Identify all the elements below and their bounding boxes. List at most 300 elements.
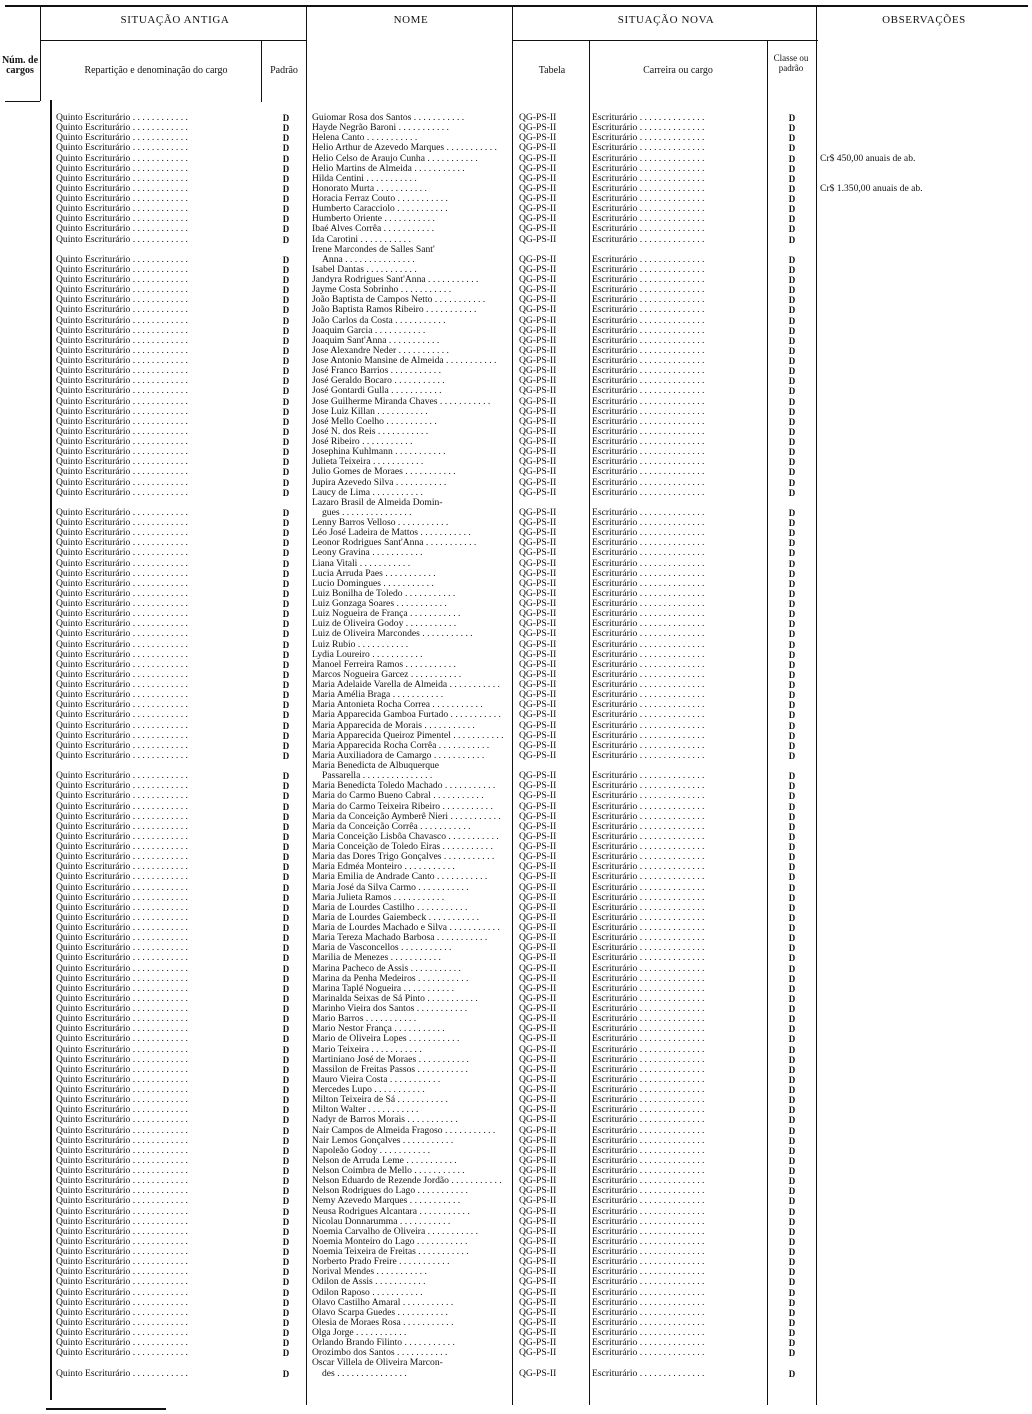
cell-carreira-text: Escriturário: [592, 113, 638, 123]
cell-carreira: Escriturário . . . . . . . . . . . . . .: [592, 1074, 705, 1085]
cell-cargo: Quinto Escriturário . . . . . . . . . . . .: [56, 831, 188, 842]
cell-nome-text: Luiz de Oliveira Godoy: [312, 619, 404, 630]
cell-carreira: Escriturário . . . . . . . . . . . . . .: [592, 1135, 705, 1146]
cell-cargo: Quinto Escriturário . . . . . . . . . . . .: [56, 599, 188, 610]
cell-nome-text: Mario Teixeira: [312, 1044, 369, 1055]
cell-carreira: Escriturário . . . . . . . . . . . . . .: [592, 416, 705, 427]
cell-nome-text: Josephina Kuhlmann: [312, 447, 393, 458]
table-row: [0, 224, 1032, 234]
cell-tabela: [519, 437, 587, 447]
cell-tabela: [519, 619, 587, 629]
cell-nome: Lucio Domingues . . . . . . . . . . .: [312, 578, 434, 589]
cell-tabela: [519, 883, 587, 893]
cell-padrao-text: D: [282, 983, 290, 994]
cell-cargo-text: Quinto Escriturário: [56, 325, 131, 336]
cell-padrao: [276, 1156, 296, 1166]
cell-cargo-text: Quinto Escriturário: [56, 264, 131, 275]
cell-cargo-text: Quinto Escriturário: [56, 578, 131, 589]
cell-padrao-text: D: [282, 1074, 290, 1085]
header-carreira: Carreira ou cargo: [643, 65, 713, 76]
cell-cargo: Quinto Escriturário . . . . . . . . . . . .: [56, 204, 188, 215]
cell-nome-text: Maria das Dores Trigo Gonçalves: [312, 852, 442, 863]
table-row: [0, 1085, 1032, 1095]
cell-carreira: Escriturário . . . . . . . . . . . . . .: [592, 295, 705, 306]
table-row: [0, 1267, 1032, 1277]
table-row: [0, 478, 1032, 488]
cell-classe-text: D: [788, 1004, 796, 1015]
cell-classe: [780, 781, 804, 791]
cell-carreira: Escriturário . . . . . . . . . . . . . .: [592, 1054, 705, 1065]
cell-carreira-text: Escriturário: [592, 1206, 638, 1217]
cell-nome-text: Odilon Raposo: [312, 1287, 370, 1298]
cell-nome: Orozimbo dos Santos . . . . . . . . . . .: [312, 1348, 448, 1359]
cell-tabela: [519, 791, 587, 801]
cell-nome-text: Jose Antonio Mansine de Almeida: [312, 356, 444, 367]
table-row: [0, 933, 1032, 943]
cell-cargo: Quinto Escriturário . . . . . . . . . . . .: [56, 1196, 188, 1207]
cell-cargo: Quinto Escriturário . . . . . . . . . . . .: [56, 892, 188, 903]
table-row: [0, 609, 1032, 619]
cell-carreira-text: Escriturário: [592, 680, 638, 691]
cell-tabela: [519, 113, 587, 123]
cell-tabela-text: QG-PS-II: [519, 194, 557, 204]
cell-nome-text: Orlando Brando Filinto: [312, 1338, 403, 1349]
cell-carreira: Escriturário . . . . . . . . . . . . . .: [592, 376, 705, 387]
cell-classe-text: D: [788, 1054, 796, 1065]
cell-nome-text: Jupira Azevedo Silva: [312, 477, 394, 488]
cell-nome: [312, 1358, 512, 1368]
cell-nome-text: Lydia Loureiro: [312, 649, 370, 660]
cell-cargo: Quinto Escriturário . . . . . . . . . . . .: [56, 487, 188, 498]
cell-classe-text: D: [788, 680, 796, 691]
cell-tabela: [519, 214, 587, 224]
cell-carreira: Escriturário . . . . . . . . . . . . . .: [592, 912, 705, 923]
cell-padrao: [276, 619, 296, 629]
cell-cargo: Quinto Escriturário . . . . . . . . . . . .: [56, 153, 188, 164]
cell-cargo-text: Quinto Escriturário: [56, 1135, 131, 1146]
cell-cargo: Quinto Escriturário . . . . . . . . . . . .: [56, 1236, 188, 1247]
cell-cargo: Quinto Escriturário . . . . . . . . . . . .: [56, 194, 188, 204]
table-row: [0, 1065, 1032, 1075]
cell-cargo-text: Quinto Escriturário: [56, 123, 131, 134]
cell-carreira-text: Escriturário: [592, 1135, 638, 1146]
cell-padrao-text: D: [282, 1145, 290, 1156]
cell-cargo-text: Quinto Escriturário: [56, 1277, 131, 1288]
cell-tabela-text: QG-PS-II: [519, 366, 557, 377]
cell-carreira-text: Escriturário: [592, 518, 638, 529]
cell-tabela: [519, 397, 587, 407]
cell-nome-text: João Baptista Ramos Ribeiro: [312, 305, 424, 316]
cell-padrao: [276, 943, 296, 953]
cell-nome: Ida Carotini . . . . . . . . . . .: [312, 234, 411, 245]
cell-carreira: Escriturário . . . . . . . . . . . . . .: [592, 882, 705, 893]
cell-padrao-text: D: [282, 366, 290, 377]
cell-classe: [780, 548, 804, 558]
cell-nome-text: Maria Auxiliadora de Camargo: [312, 750, 432, 761]
cell-classe-text: D: [788, 1186, 796, 1197]
cell-cargo-text: Quinto Escriturário: [56, 1236, 131, 1247]
cell-tabela-text: QG-PS-II: [519, 973, 557, 984]
cell-padrao-text: D: [282, 264, 290, 275]
cell-padrao: [276, 1308, 296, 1318]
cell-nome: Horacia Ferraz Couto . . . . . . . . . . .: [312, 194, 448, 204]
cell-tabela: [519, 913, 587, 923]
cell-padrao-text: D: [282, 437, 290, 448]
cell-classe: [780, 326, 804, 336]
cell-padrao-text: D: [282, 943, 290, 954]
cell-tabela-text: QG-PS-II: [519, 234, 557, 245]
cell-padrao-text: D: [282, 548, 290, 559]
cell-carreira-text: Escriturário: [592, 568, 638, 579]
cell-carreira: Escriturário . . . . . . . . . . . . . .: [592, 902, 705, 913]
cell-classe-text: D: [788, 1166, 796, 1177]
cell-classe-text: D: [788, 1014, 796, 1025]
cell-carreira: Escriturário . . . . . . . . . . . . . .: [592, 1115, 705, 1126]
cell-carreira-text: Escriturário: [592, 1166, 638, 1177]
cell-tabela-text: QG-PS-II: [519, 1034, 557, 1045]
cell-nome: Liana Vitali . . . . . . . . . . .: [312, 558, 411, 569]
cell-cargo: Quinto Escriturário . . . . . . . . . . . .: [56, 578, 188, 589]
cell-carreira-text: Escriturário: [592, 781, 638, 792]
cell-nome-text: Irene Marcondes de Salles Sant': [312, 244, 435, 255]
cell-classe-text: D: [788, 963, 796, 974]
cell-classe: [780, 1065, 804, 1075]
cell-padrao: [276, 1126, 296, 1136]
table-row: [0, 893, 1032, 903]
cell-cargo-text: Quinto Escriturário: [56, 680, 131, 691]
cell-nome: Hilda Centini . . . . . . . . . . .: [312, 173, 417, 184]
cell-nome-text: Maria Conceição de Toledo Eiras: [312, 842, 441, 853]
cell-padrao-text: D: [282, 771, 290, 782]
cell-classe: [780, 1328, 804, 1338]
cell-nome: Helio Arthur de Azevedo Marques . . . . . . . . . . .: [312, 143, 497, 154]
cell-nome: Neusa Rodrigues Alcantara . . . . . . . . . . .: [312, 1206, 470, 1217]
cell-tabela-text: QG-PS-II: [519, 629, 557, 640]
cell-nome: Maria Edméa Monteiro . . . . . . . . . . .: [312, 862, 455, 873]
cell-carreira-text: Escriturário: [592, 750, 638, 761]
cell-padrao: [276, 407, 296, 417]
cell-carreira: Escriturário . . . . . . . . . . . . . .: [592, 619, 705, 630]
table-row: [0, 579, 1032, 589]
cell-nome-text: Maria Apparecida Rocha Corrêa: [312, 740, 437, 751]
cell-cargo-text: Quinto Escriturário: [56, 1297, 131, 1308]
cell-classe-text: D: [788, 1257, 796, 1268]
table-row: [0, 1075, 1032, 1085]
cell-classe: [780, 751, 804, 761]
cell-carreira-text: Escriturário: [592, 1277, 638, 1288]
cell-classe: [780, 386, 804, 396]
cell-classe-text: D: [788, 801, 796, 812]
cell-cargo-text: Quinto Escriturário: [56, 943, 131, 954]
cell-cargo: Quinto Escriturário . . . . . . . . . . . .: [56, 376, 188, 387]
cell-padrao-text: D: [282, 1176, 290, 1187]
cell-nome: [312, 498, 512, 508]
cell-nome-text: Jose Luiz Killan: [312, 406, 375, 417]
cell-nome: Léo José Ladeira de Mattos . . . . . . . . . . .: [312, 528, 471, 539]
header-tabela: Tabela: [538, 65, 566, 76]
cell-cargo-text: Quinto Escriturário: [56, 1196, 131, 1207]
cell-carreira-text: Escriturário: [592, 730, 638, 741]
table-row: [0, 1257, 1032, 1267]
cell-padrao-text: D: [282, 1277, 290, 1288]
cell-padrao-text: D: [282, 1287, 290, 1298]
cell-padrao: [276, 913, 296, 923]
cell-cargo: Quinto Escriturário . . . . . . . . . . . .: [56, 852, 188, 863]
cell-carreira-text: Escriturário: [592, 862, 638, 873]
cell-cargo-text: Quinto Escriturário: [56, 730, 131, 741]
table-row: [0, 164, 1032, 174]
cell-tabela: [519, 650, 587, 660]
cell-cargo: Quinto Escriturário . . . . . . . . . . . .: [56, 740, 188, 751]
cell-classe: [780, 913, 804, 923]
cell-tabela-text: QG-PS-II: [519, 710, 557, 721]
cell-padrao-text: D: [282, 720, 290, 731]
cell-nome-text: Marina Pacheco de Assis: [312, 963, 409, 974]
cell-carreira-text: Escriturário: [592, 345, 638, 356]
cell-classe-text: D: [788, 204, 796, 215]
cell-nome-text: Noemia Teixeira de Freitas: [312, 1247, 416, 1258]
cell-tabela-text: QG-PS-II: [519, 447, 557, 458]
cell-carreira: Escriturário . . . . . . . . . . . . . .: [592, 862, 705, 873]
cell-padrao-text: D: [282, 285, 290, 296]
cell-nome-text: Olavo Castilho Amaral: [312, 1297, 401, 1308]
cell-tabela: [519, 224, 587, 234]
cell-tabela-text: QG-PS-II: [519, 113, 557, 123]
cell-classe-text: D: [788, 588, 796, 599]
cell-classe-text: D: [788, 264, 796, 275]
cell-tabela-text: QG-PS-II: [519, 335, 557, 346]
cell-padrao: [276, 609, 296, 619]
cell-padrao: [276, 923, 296, 933]
cell-cargo-text: Quinto Escriturário: [56, 1064, 131, 1075]
cell-tabela: [519, 174, 587, 184]
cell-cargo: Quinto Escriturário . . . . . . . . . . . .: [56, 791, 188, 802]
cell-classe-text: D: [788, 1135, 796, 1146]
cell-padrao-text: D: [282, 933, 290, 944]
cell-classe-text: D: [788, 133, 796, 144]
cell-tabela: [519, 407, 587, 417]
cell-carreira-text: Escriturário: [592, 173, 638, 184]
table-row: [0, 305, 1032, 315]
cell-carreira-text: Escriturário: [592, 305, 638, 316]
table-row: [0, 569, 1032, 579]
cell-padrao: [276, 1298, 296, 1308]
cell-carreira: Escriturário . . . . . . . . . . . . . .: [592, 710, 705, 721]
cell-cargo: Quinto Escriturário . . . . . . . . . . . .: [56, 143, 188, 154]
cell-cargo-text: Quinto Escriturário: [56, 821, 131, 832]
cell-cargo-text: Quinto Escriturário: [56, 234, 131, 245]
cell-cargo: Quinto Escriturário . . . . . . . . . . . .: [56, 588, 188, 599]
cell-classe-text: D: [788, 183, 796, 194]
cell-classe: [780, 589, 804, 599]
cell-classe-text: D: [788, 1317, 796, 1328]
table-row: [0, 629, 1032, 639]
cell-tabela: [519, 1136, 587, 1146]
cell-cargo: Quinto Escriturário . . . . . . . . . . . .: [56, 518, 188, 529]
cell-classe: [780, 791, 804, 801]
cell-nome: Laucy de Lima . . . . . . . . . . .: [312, 487, 423, 498]
cell-cargo: Quinto Escriturário . . . . . . . . . . . .: [56, 943, 188, 954]
cell-tabela: [519, 1014, 587, 1024]
cell-classe-text: D: [788, 1328, 796, 1339]
cell-nome-text: Olesia de Moraes Rosa: [312, 1317, 401, 1328]
cell-padrao: [276, 1166, 296, 1176]
header-nome: NOME: [393, 14, 429, 26]
cell-nome: José Geraldo Bocaro . . . . . . . . . . .: [312, 376, 445, 387]
cell-carreira: Escriturário . . . . . . . . . . . . . .: [592, 163, 705, 174]
cell-nome-text: José Ribeiro: [312, 437, 360, 448]
table-row: [0, 1045, 1032, 1055]
cell-carreira: Escriturário . . . . . . . . . . . . . .: [592, 335, 705, 346]
cell-nome-text: Horacia Ferraz Couto: [312, 194, 396, 204]
cell-padrao: [276, 478, 296, 488]
cell-cargo: Quinto Escriturário . . . . . . . . . . . .: [56, 366, 188, 377]
table-row: [0, 842, 1032, 852]
cell-nome: Helena Canto . . . . . . . . . . .: [312, 133, 418, 144]
cell-tabela-text: QG-PS-II: [519, 852, 557, 863]
cell-carreira: Escriturário . . . . . . . . . . . . . .: [592, 831, 705, 842]
cell-cargo: Quinto Escriturário . . . . . . . . . . . .: [56, 1054, 188, 1065]
cell-carreira-text: Escriturário: [592, 1307, 638, 1318]
cell-cargo-text: Quinto Escriturário: [56, 518, 131, 529]
cell-tabela-text: QG-PS-II: [519, 356, 557, 367]
cell-carreira-text: Escriturário: [592, 507, 638, 518]
cell-carreira: Escriturário . . . . . . . . . . . . . .: [592, 1095, 705, 1106]
cell-classe: [780, 721, 804, 731]
cell-nome-text: Maria Apparecida Gamboa Furtado: [312, 710, 449, 721]
table-row: [0, 1126, 1032, 1136]
rule-col-num: [40, 5, 41, 101]
cell-cargo: Quinto Escriturário . . . . . . . . . . . .: [56, 842, 188, 853]
cell-padrao-text: D: [282, 811, 290, 822]
cell-nome-text: Noemia Carvalho de Oliveira: [312, 1226, 426, 1237]
cell-cargo-text: Quinto Escriturário: [56, 416, 131, 427]
cell-cargo: Quinto Escriturário . . . . . . . . . . . .: [56, 1216, 188, 1227]
cell-nome: Manoel Ferreira Ramos . . . . . . . . . . .: [312, 659, 456, 670]
cell-padrao-text: D: [282, 639, 290, 650]
cell-classe: [780, 123, 804, 133]
cell-padrao: [276, 285, 296, 295]
cell-tabela: [519, 204, 587, 214]
cell-padrao: [276, 710, 296, 720]
cell-cargo-text: Quinto Escriturário: [56, 801, 131, 812]
cell-padrao-text: D: [282, 609, 290, 620]
cell-carreira-text: Escriturário: [592, 143, 638, 154]
cell-tabela: [519, 1166, 587, 1176]
cell-carreira-text: Escriturário: [592, 1226, 638, 1237]
cell-nome: Noemia Carvalho de Oliveira . . . . . . . . . . .: [312, 1226, 478, 1237]
cell-nome: Olavo Scarpa Guedes . . . . . . . . . . .: [312, 1307, 448, 1318]
cell-nome: Lucia Arruda Paes . . . . . . . . . . .: [312, 568, 436, 579]
cell-tabela: [519, 903, 587, 913]
cell-carreira: Escriturário . . . . . . . . . . . . . .: [592, 467, 705, 478]
cell-padrao-text: D: [282, 831, 290, 842]
cell-nome: José N. dos Reis . . . . . . . . . . .: [312, 426, 429, 437]
cell-carreira: Escriturário . . . . . . . . . . . . . .: [592, 254, 705, 265]
table-row: [0, 1237, 1032, 1247]
cell-cargo-text: Quinto Escriturário: [56, 1034, 131, 1045]
cell-classe: [780, 508, 804, 518]
cell-padrao-text: D: [282, 1216, 290, 1227]
cell-nome-text: Isabel Dantas: [312, 264, 364, 275]
cell-cargo: Quinto Escriturário . . . . . . . . . . . .: [56, 659, 188, 670]
table-row: [0, 781, 1032, 791]
table-row: [0, 680, 1032, 690]
cell-carreira-text: Escriturário: [592, 933, 638, 944]
cell-carreira: Escriturário . . . . . . . . . . . . . .: [592, 750, 705, 761]
cell-tabela-text: QG-PS-II: [519, 599, 557, 610]
cell-padrao: [276, 569, 296, 579]
cell-nome-text: Maria Conceição Lisbôa Chavasco: [312, 831, 446, 842]
cell-carreira: Escriturário . . . . . . . . . . . . . .: [592, 1085, 705, 1096]
table-row: [0, 1196, 1032, 1206]
cell-nome: Maria do Carmo Bueno Cabral . . . . . . . . . . .: [312, 791, 484, 802]
cell-carreira: Escriturário . . . . . . . . . . . . . .: [592, 953, 705, 964]
cell-tabela-text: QG-PS-II: [519, 1014, 557, 1025]
cell-cargo: Quinto Escriturário . . . . . . . . . . . .: [56, 801, 188, 812]
cell-cargo: Quinto Escriturário . . . . . . . . . . . .: [56, 639, 188, 650]
cell-cargo-text: Quinto Escriturário: [56, 153, 131, 164]
cell-nome-text: Julio Gomes de Moraes: [312, 467, 403, 478]
cell-carreira: Escriturário . . . . . . . . . . . . . .: [592, 983, 705, 994]
cell-tabela-text: QG-PS-II: [519, 1044, 557, 1055]
cell-cargo-text: Quinto Escriturário: [56, 224, 131, 235]
cell-nome-cont: Passarella . . . . . . . . . . . . . . .: [322, 771, 433, 782]
cell-tabela-text: QG-PS-II: [519, 1054, 557, 1065]
header-padrao: Padrão: [270, 65, 298, 76]
cell-cargo-text: Quinto Escriturário: [56, 1166, 131, 1177]
cell-cargo-text: Quinto Escriturário: [56, 194, 131, 204]
cell-padrao-text: D: [282, 426, 290, 437]
cell-nome: Guiomar Rosa dos Santos . . . . . . . . . . .: [312, 113, 465, 123]
cell-padrao-text: D: [282, 204, 290, 215]
cell-cargo-text: Quinto Escriturário: [56, 548, 131, 559]
cell-classe: [780, 872, 804, 882]
cell-nome-text: Napoleão Godoy: [312, 1145, 378, 1156]
cell-nome: Lydia Loureiro . . . . . . . . . . .: [312, 649, 423, 660]
cell-cargo-text: Quinto Escriturário: [56, 700, 131, 711]
cell-nome-text: Liana Vitali: [312, 558, 358, 569]
cell-tabela-text: QG-PS-II: [519, 396, 557, 407]
cell-padrao-text: D: [282, 487, 290, 498]
cell-classe-text: D: [788, 1085, 796, 1096]
table-row: [0, 154, 1032, 164]
cell-padrao: [276, 1227, 296, 1237]
cell-classe-text: D: [788, 548, 796, 559]
cell-nome: Nelson Coimbra de Mello . . . . . . . . . . .: [312, 1166, 465, 1177]
cell-classe: [780, 154, 804, 164]
cell-nome-text: Milton Walter: [312, 1105, 366, 1116]
cell-tabela-text: QG-PS-II: [519, 1176, 557, 1187]
cell-padrao-text: D: [282, 173, 290, 184]
cell-tabela: [519, 1298, 587, 1308]
table-row: [0, 174, 1032, 184]
cell-classe: [780, 1115, 804, 1125]
cell-classe-text: D: [788, 791, 796, 802]
cell-nome: Leonor Rodrigues Sant'Anna . . . . . . . . . . .: [312, 538, 477, 549]
cell-tabela: [519, 366, 587, 376]
cell-carreira: Escriturário . . . . . . . . . . . . . .: [592, 1155, 705, 1166]
cell-classe-text: D: [788, 740, 796, 751]
cell-nome-text: Nair Lemos Gonçalves: [312, 1135, 401, 1146]
cell-nome-text: Maria Edméa Monteiro: [312, 862, 403, 873]
cell-carreira: Escriturário . . . . . . . . . . . . . .: [592, 801, 705, 812]
cell-carreira-text: Escriturário: [592, 821, 638, 832]
cell-padrao-text: D: [282, 224, 290, 235]
cell-carreira-text: Escriturário: [592, 356, 638, 367]
cell-nome: Martiniano José de Moraes . . . . . . . . . . .: [312, 1054, 469, 1065]
table-row: [0, 791, 1032, 801]
